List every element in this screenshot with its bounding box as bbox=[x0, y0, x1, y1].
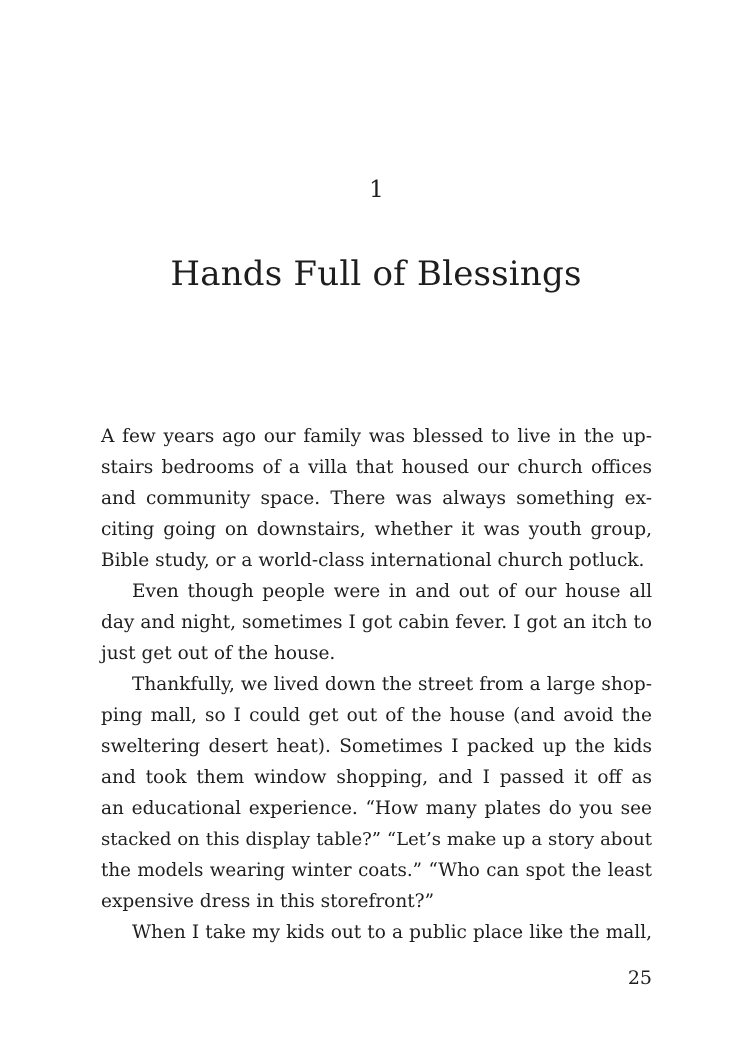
chapter-number: 1 bbox=[369, 177, 384, 203]
text-line: and took them window shopping, and I passed it off as bbox=[101, 767, 652, 788]
text-line: stacked on this display table?” “Let’s make up a story about bbox=[101, 829, 652, 850]
body-text bbox=[101, 421, 652, 948]
text-line: citing going on downstairs, whether it was youth group, bbox=[101, 519, 652, 540]
text-line: Thankfully, we lived down the street from a large shop- bbox=[132, 674, 652, 695]
text-line: an educational experience. “How many plates do you see bbox=[101, 798, 652, 819]
text-line: and community space. There was always something ex- bbox=[101, 488, 652, 509]
text-line: A few years ago our family was blessed to live in the up- bbox=[101, 426, 652, 447]
text-line: expensive dress in this storefront?” bbox=[101, 891, 435, 912]
text-line: When I take my kids out to a public place like the mall, bbox=[132, 922, 652, 943]
text-line: ping mall, so I could get out of the house (and avoid the bbox=[101, 705, 652, 726]
text-line: Even though people were in and out of our house all bbox=[132, 581, 652, 602]
text-line: sweltering desert heat). Sometimes I packed up the kids bbox=[101, 736, 652, 757]
text-line: the models wearing winter coats.” “Who can spot the least bbox=[101, 860, 652, 881]
text-line: day and night, sometimes I got cabin fever. I got an itch to bbox=[101, 612, 652, 633]
text-line: just get out of the house. bbox=[101, 643, 336, 664]
text-line: stairs bedrooms of a villa that housed our church offices bbox=[101, 457, 652, 478]
page-number: 25 bbox=[627, 967, 652, 989]
chapter-title: Hands Full of Blessings bbox=[170, 254, 582, 294]
text-line: Bible study, or a world-class international church potluck. bbox=[101, 550, 645, 571]
